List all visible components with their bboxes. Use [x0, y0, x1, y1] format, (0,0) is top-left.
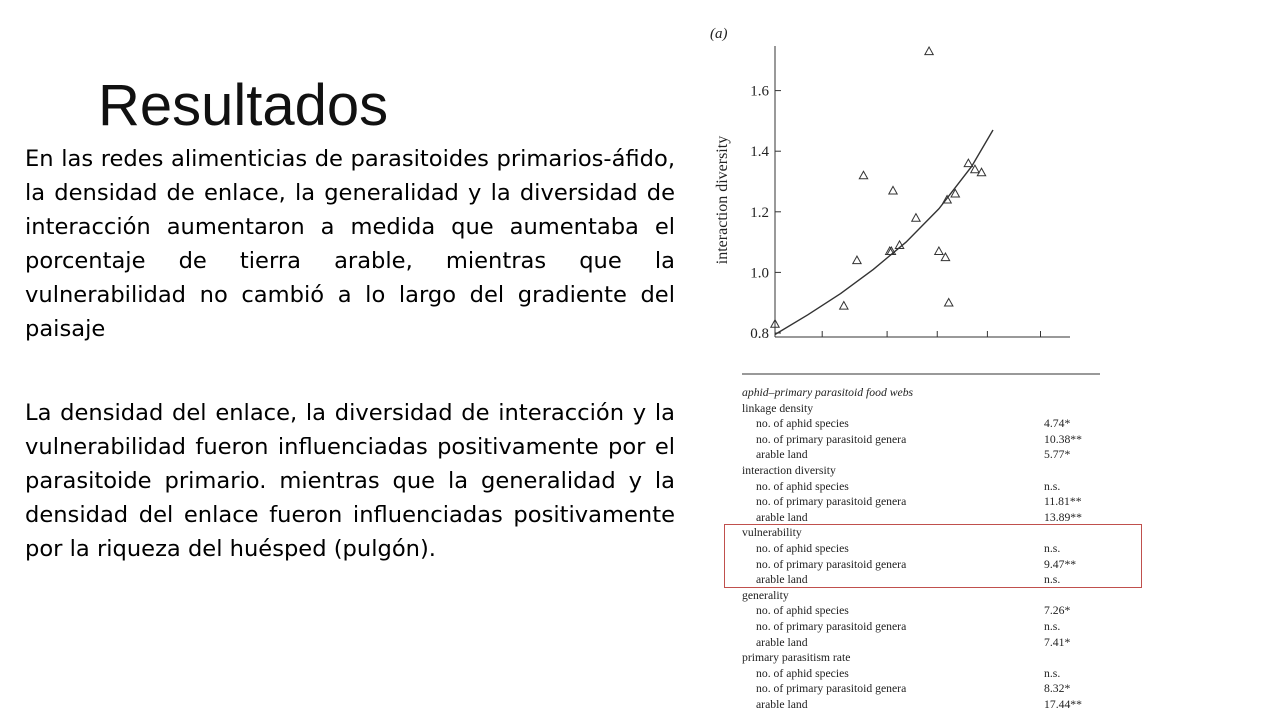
table-row-value: 11.81** [1044, 495, 1082, 509]
table-group-heading: generality [742, 588, 789, 602]
table-group-heading: vulnerability [742, 526, 802, 540]
table-row [742, 479, 1102, 495]
y-tick-label-4: 1.6 [750, 83, 769, 100]
table-row-label: arable land [756, 510, 808, 524]
data-point-13 [945, 299, 953, 307]
results-paragraph-1: En las redes alimenticias de parasitoides primarios-áfido, la densidad de enlace, la generalidad y la diversidad de interacción aumentaron a medida que aumentaba el porcentaje de tierra arable, mientras que la vulnerabilidad no cambió a lo largo del gradiente del paisaje [25, 146, 675, 342]
y-tick-label-0: 0.8 [750, 326, 769, 342]
table-row [742, 681, 1102, 697]
slide-title: Resultados [98, 73, 389, 138]
y-tick-label-1: 1.0 [750, 265, 769, 282]
table-row-value: 7.41* [1044, 635, 1071, 649]
table-row-value: 10.38** [1044, 432, 1082, 446]
trend-curve [775, 130, 993, 335]
table-row-value: n.s. [1044, 541, 1061, 555]
table-row [742, 510, 1102, 526]
table-row [742, 619, 1102, 635]
data-point-6 [889, 186, 897, 194]
table-row-label: no. of primary parasitoid genera [756, 495, 907, 509]
table-row-label: arable land [756, 573, 808, 587]
table-row-value: 17.44** [1044, 697, 1082, 711]
table-row [742, 635, 1102, 651]
table-row-label: no. of aphid species [756, 666, 849, 680]
table-row-value: 5.77* [1044, 448, 1071, 462]
table-row-label: no. of primary parasitoid genera [756, 682, 907, 696]
data-point-1 [840, 302, 848, 310]
y-tick-label-2: 1.2 [750, 204, 769, 221]
table-group-heading: linkage density [742, 401, 814, 415]
data-point-10 [935, 247, 943, 255]
data-point-2 [853, 256, 861, 264]
table-row-value: 7.26* [1044, 604, 1071, 618]
table-row [742, 666, 1102, 682]
panel-label: (a) [710, 26, 728, 42]
table-row-label: arable land [756, 697, 808, 711]
plot-marks [771, 47, 993, 334]
table-row-value: 4.74* [1044, 417, 1071, 431]
table-row-value: n.s. [1044, 619, 1061, 633]
table-group-heading: interaction diversity [742, 463, 836, 477]
table-row-label: no. of primary parasitoid genera [756, 557, 907, 571]
table-row-label: no. of primary parasitoid genera [756, 432, 907, 446]
data-point-8 [912, 214, 920, 222]
table-row [742, 494, 1102, 510]
y-tick-label-3: 1.4 [750, 144, 769, 161]
table-row [742, 432, 1102, 448]
table-row [742, 416, 1102, 432]
table-row-value: 9.47** [1044, 557, 1077, 571]
table-group-heading: primary parasitism rate [742, 651, 851, 665]
vulnerability-highlight-box [724, 524, 1142, 588]
table-row-label: no. of aphid species [756, 604, 849, 618]
data-point-15 [964, 159, 972, 167]
table-row-value: 8.32* [1044, 682, 1071, 696]
table-row [742, 603, 1102, 619]
table-row [742, 447, 1102, 463]
plot-axes [750, 46, 1070, 342]
table-row-label: arable land [756, 635, 808, 649]
results-paragraph-2: La densidad del enlace, la diversidad de interacción y la vulnerabilidad fueron influenciadas positivamente por el parasitoide primario. mientras que la generalidad y la densidad del enlace fueron influenciadas positivamente por la riqueza del huésped (pulgón). [25, 400, 675, 562]
table-row [742, 697, 1102, 713]
data-point-3 [859, 171, 867, 179]
table-row-label: arable land [756, 448, 808, 462]
table-row-label: no. of aphid species [756, 417, 849, 431]
data-point-9 [925, 47, 933, 55]
table-row-label: no. of aphid species [756, 479, 849, 493]
table-row-value: n.s. [1044, 666, 1061, 680]
y-axis-label: interaction diversity [714, 135, 731, 265]
table-header: aphid–primary parasitoid food webs [742, 386, 914, 399]
table-row-value: 13.89** [1044, 510, 1082, 524]
table-row-value: n.s. [1044, 479, 1061, 493]
table-row-label: no. of aphid species [756, 541, 849, 555]
table-row-value: n.s. [1044, 573, 1061, 587]
table-row-label: no. of primary parasitoid genera [756, 619, 907, 633]
